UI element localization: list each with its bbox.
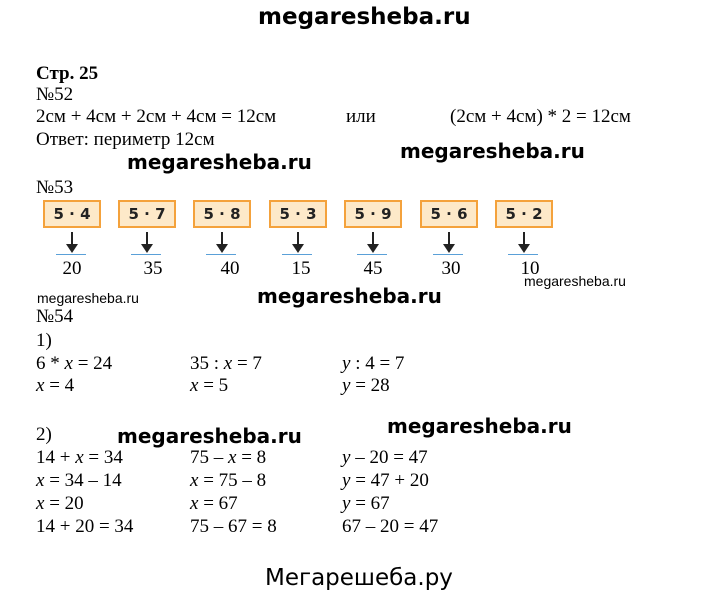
equation-solution: x = 5 (190, 375, 229, 396)
multiplication-card: 5 · 3 (269, 200, 327, 228)
watermark: megaresheba.ru (400, 139, 585, 163)
equation: 35 : x = 7 (190, 353, 262, 374)
answer-underline (508, 254, 538, 255)
multiplication-result: 40 (220, 258, 240, 279)
equation-check: 75 – 67 = 8 (190, 516, 277, 537)
multiplication-card: 5 · 4 (43, 200, 101, 228)
down-arrow-icon (367, 232, 379, 254)
equation: y – 20 = 47 (342, 447, 428, 468)
multiplication-card: 5 · 6 (420, 200, 478, 228)
watermark: megaresheba.ru (524, 273, 626, 289)
task-54-number: №54 (36, 306, 74, 327)
answer-underline (282, 254, 312, 255)
watermark: megaresheba.ru (387, 414, 572, 438)
equation-solution: x = 20 (36, 493, 84, 514)
multiplication-result: 20 (62, 258, 82, 279)
answer-underline (131, 254, 161, 255)
equation-check: 67 – 20 = 47 (342, 516, 439, 537)
task-52-number: №52 (36, 84, 74, 105)
equation: 6 * x = 24 (36, 353, 113, 374)
down-arrow-icon (66, 232, 78, 254)
multiplication-result: 10 (520, 258, 540, 279)
down-arrow-icon (518, 232, 530, 254)
answer-underline (56, 254, 86, 255)
multiplication-result: 35 (143, 258, 163, 279)
down-arrow-icon (443, 232, 455, 254)
task-52-or: или (346, 106, 376, 127)
watermark: megaresheba.ru (37, 290, 139, 306)
multiplication-card: 5 · 7 (118, 200, 176, 228)
task-52-equation: 2см + 4см + 2см + 4см = 12см (36, 106, 277, 127)
equation-check: 14 + 20 = 34 (36, 516, 134, 537)
equation-step: x = 34 – 14 (36, 470, 122, 491)
answer-underline (433, 254, 463, 255)
answer-underline (206, 254, 236, 255)
multiplication-card: 5 · 9 (344, 200, 402, 228)
equation: y : 4 = 7 (342, 353, 405, 374)
down-arrow-icon (292, 232, 304, 254)
page-title: Стр. 25 (36, 63, 99, 84)
task-53-number: №53 (36, 177, 74, 198)
equation-step: x = 75 – 8 (190, 470, 267, 491)
down-arrow-icon (216, 232, 228, 254)
multiplication-card: 5 · 8 (193, 200, 251, 228)
multiplication-result: 45 (363, 258, 383, 279)
equation-step: y = 47 + 20 (342, 470, 429, 491)
multiplication-result: 30 (441, 258, 461, 279)
down-arrow-icon (141, 232, 153, 254)
watermark: megaresheba.ru (257, 284, 442, 308)
equation: 75 – x = 8 (190, 447, 267, 468)
part-1-label: 1) (36, 330, 52, 351)
task-52-equation-alt: (2см + 4см) * 2 = 12см (450, 106, 631, 127)
watermark: megaresheba.ru (117, 424, 302, 448)
equation: 14 + x = 34 (36, 447, 123, 468)
watermark-bottom: Мегарешеба.ру (265, 565, 453, 591)
part-2-label: 2) (36, 424, 52, 445)
answer-underline (357, 254, 387, 255)
watermark: megaresheba.ru (127, 150, 312, 174)
equation-solution: y = 67 (342, 493, 390, 514)
equation-solution: y = 28 (342, 375, 390, 396)
multiplication-result: 15 (291, 258, 311, 279)
equation-solution: x = 67 (190, 493, 238, 514)
task-52-answer: Ответ: периметр 12см (36, 129, 215, 150)
watermark-top: megaresheba.ru (258, 4, 471, 30)
equation-solution: x = 4 (36, 375, 75, 396)
multiplication-card: 5 · 2 (495, 200, 553, 228)
